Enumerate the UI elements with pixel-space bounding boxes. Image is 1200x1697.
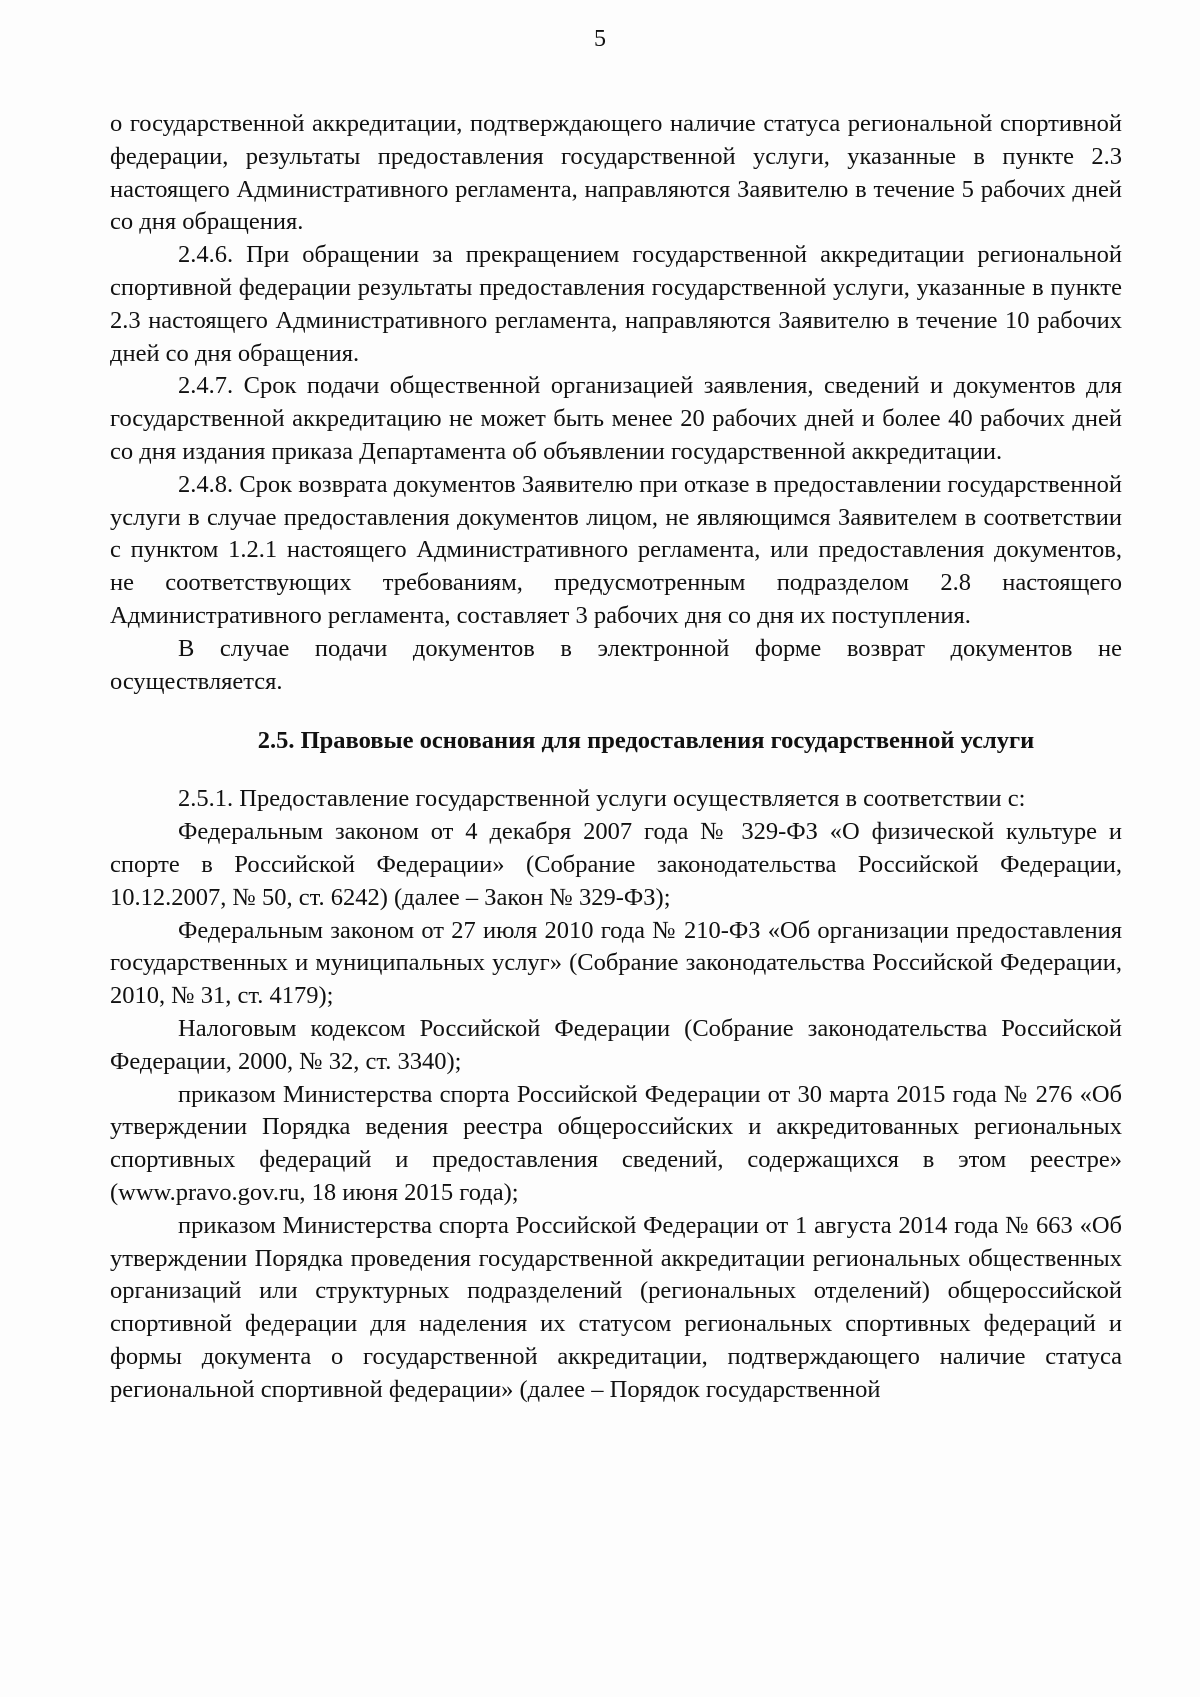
- section-heading-2-5: 2.5. Правовые основания для предоставления государственной услуги: [257, 727, 1035, 755]
- page-number: 5: [594, 26, 606, 52]
- paragraph-order-276: приказом Министерства спорта Российской Федерации от 30 марта 2015 года № 276 «Об утверждении Порядка ведения реестра общероссийских и аккредитованных региональных спортивных федераций и предоставления сведений, содержащихся в этом реестре» (www.pravo.gov.ru, 18 июня 2015 года);: [110, 1080, 1122, 1206]
- paragraph-continuation: о государственной аккредитации, подтверждающего наличие статуса региональной спортивной федерации, результаты предоставления государственной услуги, указанные в пункте 2.3 настоящего Административного регламента, направляются Заявителю в течение 5 рабочих дней со дня обращения.: [110, 110, 1122, 236]
- paragraph-tax-code: Налоговым кодексом Российской Федерации (Собрание законодательства Российской Федерации, 2000, № 32, ст. 3340);: [110, 1014, 1122, 1075]
- document-body: [110, 108, 1122, 1406]
- paragraph-2-4-8: 2.4.8. Срок возврата документов Заявителю при отказе в предоставлении государственной услуги в случае предоставления документов лицом, не являющимся Заявителем в соответствии с пунктом 1.2.1 настоящего Административного регламента, или предоставления документов, не соответствующих требованиям, предусмотренным подразделом 2.8 настоящего Административного регламента, составляет 3 рабочих дня со дня их поступления.: [110, 470, 1122, 629]
- paragraph-2-5-1: 2.5.1. Предоставление государственной услуги осуществляется в соответствии с:: [178, 785, 1026, 813]
- paragraph-law-329: Федеральным законом от 4 декабря 2007 года № 329-ФЗ «О физической культуре и спорте в Российской Федерации» (Собрание законодательства Российской Федерации, 10.12.2007, № 50, ст. 6242) (далее – Закон № 329-ФЗ);: [110, 818, 1122, 911]
- paragraph-order-663: приказом Министерства спорта Российской Федерации от 1 августа 2014 года № 663 «Об утверждении Порядка проведения государственной аккредитации региональных общественных организаций или структурных подразделений (региональных отделений) общероссийской спортивной федерации для наделения их статусом региональных спортивных федераций и формы документа о государственной аккредитации, подтверждающего наличие статуса региональной спортивной федерации» (далее – Порядок государственной: [110, 1211, 1122, 1403]
- paragraph-2-4-7: 2.4.7. Срок подачи общественной организацией заявления, сведений и документов для государственной аккредитацию не может быть менее 20 рабочих дней и более 40 рабочих дней со дня издания приказа Департамента об объявлении государственной аккредитации.: [110, 372, 1122, 465]
- paragraph-law-210: Федеральным законом от 27 июля 2010 года № 210-ФЗ «Об организации предоставления государственных и муниципальных услуг» (Собрание законодательства Российской Федерации, 2010, № 31, ст. 4179);: [110, 916, 1122, 1010]
- paragraph-2-4-6: 2.4.6. При обращении за прекращением государственной аккредитации региональной спортивной федерации результаты предоставления государственной услуги, указанные в пункте 2.3 настоящего Административного регламента, направляются Заявителю в течение 10 рабочих дней со дня обращения.: [110, 241, 1122, 367]
- paragraph-electronic-submission: В случае подачи документов в электронной форме возврат документов не осуществляется.: [110, 634, 1122, 695]
